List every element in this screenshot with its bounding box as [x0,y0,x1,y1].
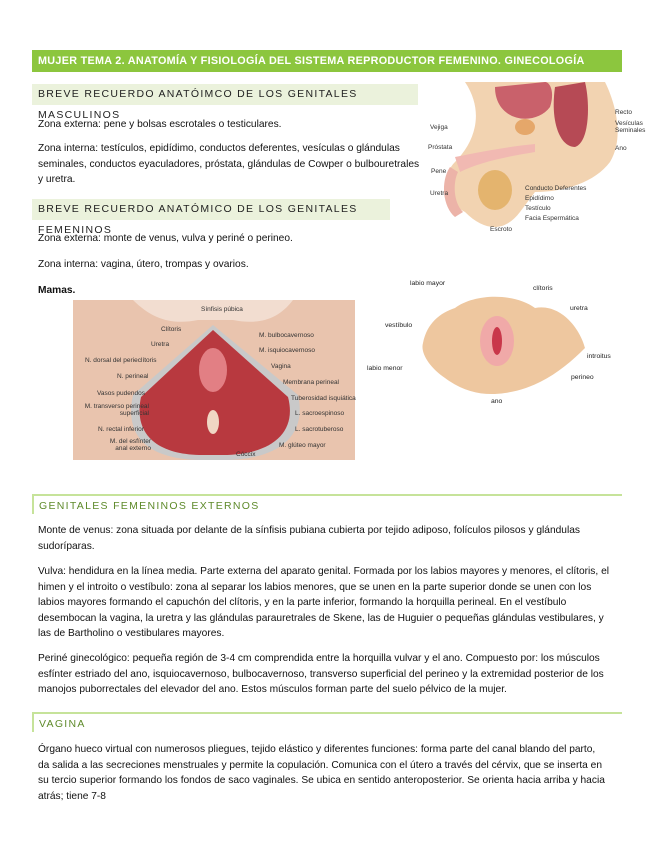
label-conducto-deferentes: Conducto Deferentes [525,185,587,192]
male-internal-zone: Zona interna: testículos, epidídimo, conductos deferentes, vesículas o glándulas seminales, conductos eyaculadores, próstata, glándulas de Cowper o bulbouretrales y uretra. [38,143,420,186]
male-anatomy-figure [425,82,645,237]
label-ano: Ano [615,145,627,152]
label-l-sacroespinoso: L. sacroespinoso [295,410,345,417]
label-sinfisis-pubica: Sínfisis púbica [201,306,243,313]
label-pene: Pene [431,168,447,175]
vulva-illustration [365,278,620,408]
label-vestibulo: vestíbulo [385,322,413,329]
label-m-esfinter: M. del esfínter anal externo [109,438,151,452]
label-facia-espermatica: Facia Espermática [525,215,579,222]
label-perineo: perineo [571,374,594,381]
label-labio-menor: labio menor [367,365,403,372]
female-breasts: Mamas. [38,285,76,296]
label-recto: Recto [615,109,632,116]
label-vejiga: Vejiga [430,124,448,131]
label-tuberosidad-isquiatica: Tuberosidad isquiática [291,395,356,402]
female-external-zone: Zona externa: monte de venus, vulva y periné o perineo. [38,233,293,244]
male-anatomy-illustration [425,82,645,237]
paragraph-vagina: Órgano hueco virtual con numerosos pliegues, tejido elástico y diferentes funciones: forma parte del canal blando del parto, da salida a las secreciones menstruales y permite la copulación. Comunica con el útero a través del cérvix, que se inserta en su tercio superior formando los fondos de saco vaginales. Se ubica en sentido anteroposterior. Se orienta hacia arriba y hacia atrás; tiene 7-8 [38,744,605,802]
label-m-bulbocavernoso: M. bulbocavernoso [259,332,314,339]
label-testiculo: Testículo [525,205,551,212]
label-labio-mayor: labio mayor [410,280,446,287]
paragraph-monte-de-venus: Monte de venus: zona situada por delante de la sínfisis pubiana cubierta por tejido adiposo, folículos pilosos y glándulas sudoríparas. [38,525,580,552]
label-l-sacrotuberoso: L. sacrotuberoso [295,426,344,433]
label-membrana-perineal: Membrana perineal [283,379,340,386]
label-m-transverso: M. transverso perineal superficial [84,403,149,417]
perineum-figure [73,300,355,460]
label-introitus: introitus [587,353,611,360]
heading-external-female-genitals: GENITALES FEMENINOS EXTERNOS [32,494,622,514]
label-prostata: Próstata [428,144,453,151]
heading-vagina: VAGINA [32,712,622,732]
label-coccix: Cóccix [236,451,256,458]
label-clitoris: clítoris [533,285,553,292]
label-n-dorsal: N. dorsal del perieclítoris [85,357,157,364]
female-internal-zone: Zona interna: vagina, útero, trompas y ovarios. [38,259,249,270]
heading-female-genitals: BREVE RECUERDO ANATÓMICO DE LOS GENITALES FEMENINOS [32,199,390,220]
label-uretra: uretra [570,305,588,312]
male-external-zone: Zona externa: pene y bolsas escrotales o testiculares. [38,119,282,130]
label-n-perineal: N. perineal [117,373,149,380]
paragraph-vulva: Vulva: hendidura en la línea media. Parte externa del aparato genital. Formada por los labios mayores y menores, el clítoris, el himen y el introito o vestíbulo: zona al separar los labios menores, que se unen en la parte superior donde se unen con los labios mayores formando el capuchón del clítoris, y en la parte inferior, formando la horquilla perineal. En el vestíbulo desembocan la vagina, la uretra y las glándulas parauretrales de Skene, las de Huguier o pequeñas glándulas vestibulares, y las de Bartholino o vestibulares mayores. [38,566,609,640]
label-clitoris: Clítoris [161,326,182,333]
document-title: MUJER TEMA 2. ANATOMÍA Y FISIOLOGÍA DEL SISTEMA REPRODUCTOR FEMENINO. GINECOLOGÍA [32,50,622,72]
label-escroto: Escroto [490,226,513,233]
label-vagina: Vagina [271,363,291,370]
label-uretra: Uretra [151,341,170,348]
label-uretra: Uretra [430,190,449,197]
label-ano: ano [491,398,503,405]
label-n-rectal: N. rectal inferior [98,426,144,433]
vulva-figure [365,278,620,408]
label-epididimo: Epidídimo [525,195,554,202]
label-vesiculas-seminales: Vesículas Seminales [615,120,646,134]
paragraph-perine: Periné ginecológico: pequeña región de 3-4 cm comprendida entre la horquilla vulvar y el ano. Compuesto por: los músculos esfínter estriado del ano, isquiocavernoso, bulbocavernoso, transverso superficial del perineo y la extremidad posterior de los manojos puborrectales del elevador del ano. Estos músculos forman parte del suelo pélvico de la mujer. [38,653,604,696]
heading-male-genitals: BREVE RECUERDO ANATÓIMCO DE LOS GENITALES MASCULINOS [32,84,418,105]
label-m-isquiocavernoso: M. isquiocavernoso [259,347,315,354]
label-m-gluteo-mayor: M. glúteo mayor [279,442,326,449]
label-vasos-pudendos: Vasos pudendos [97,390,145,397]
